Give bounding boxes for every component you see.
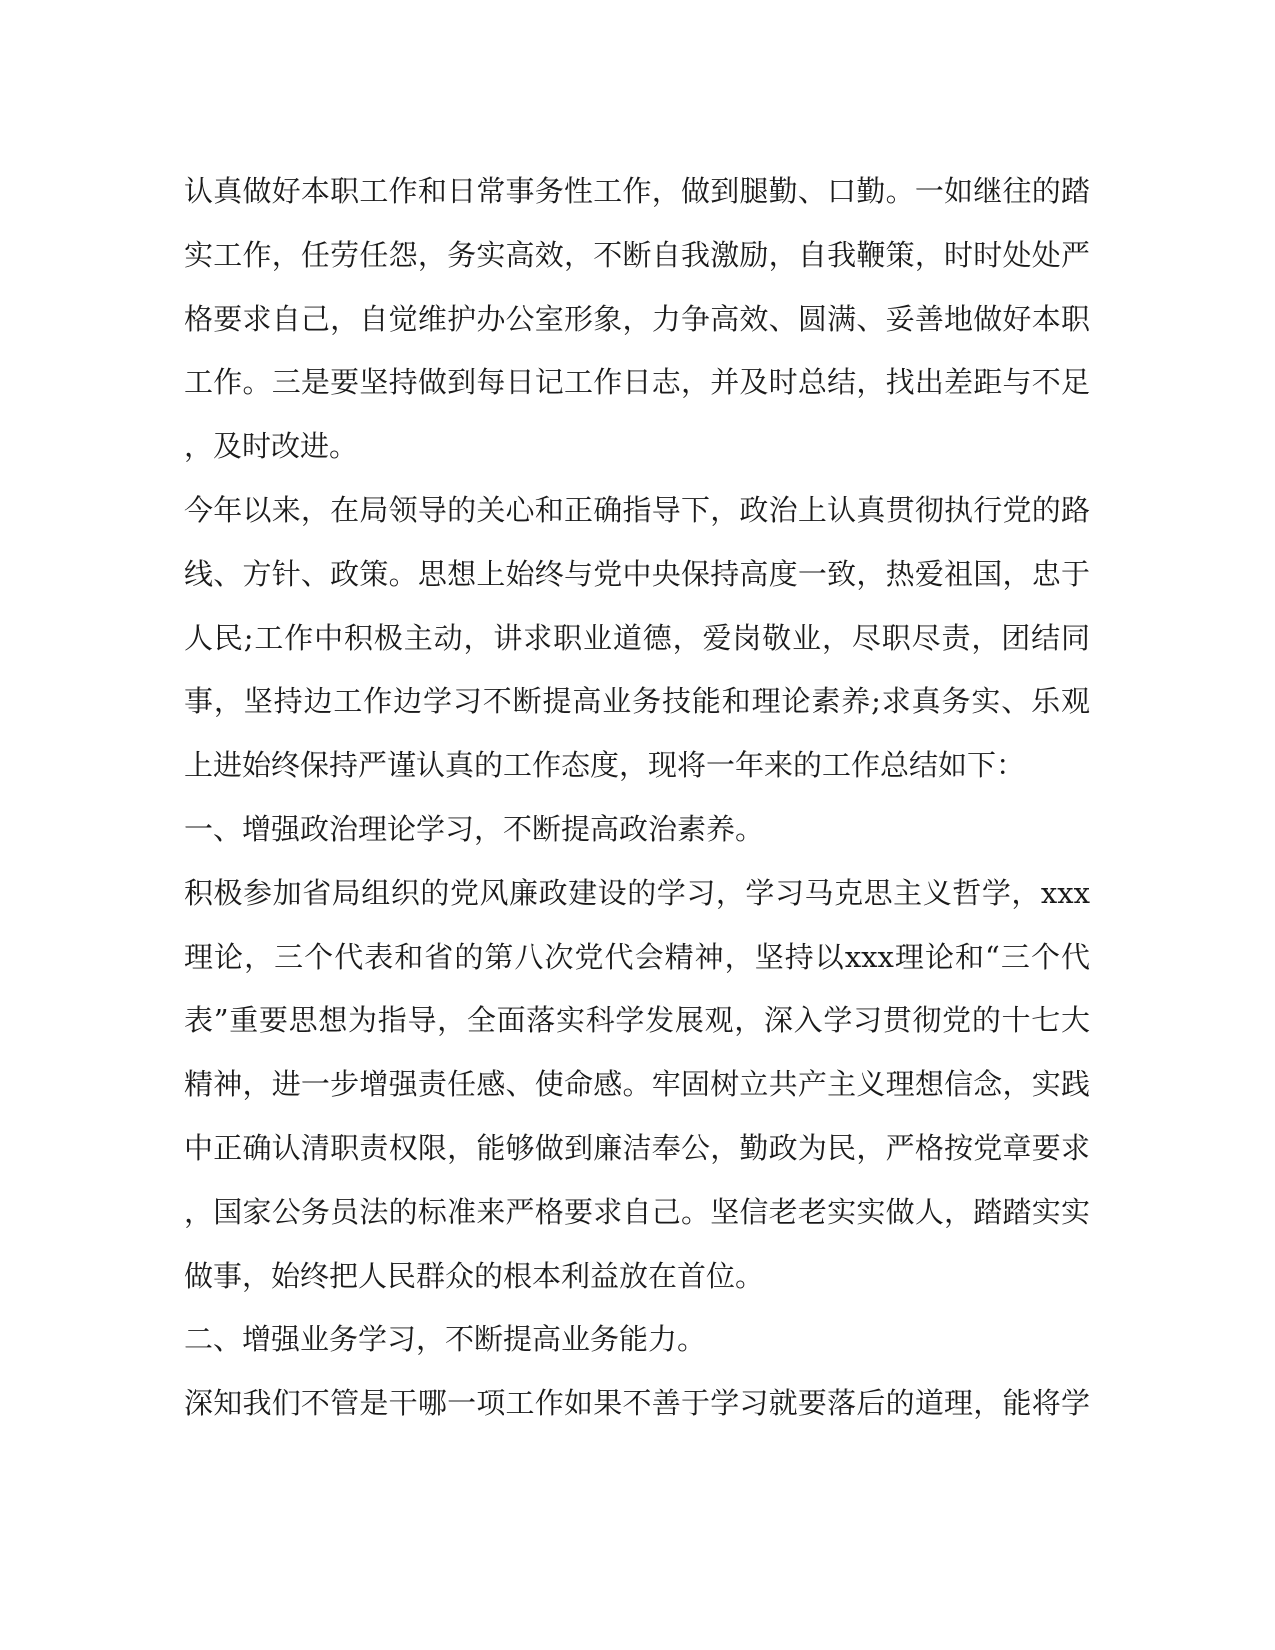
text-line: 二、增强业务学习，不断提高业务能力。	[184, 1322, 707, 1357]
text-line: 精神，进一步增强责任感、使命感。牢固树立共产主义理想信念，实践	[184, 1067, 1090, 1102]
text-line: ，国家公务员法的标准来严格要求自己。坚信老老实实做人，踏踏实实	[184, 1194, 1090, 1229]
text-line: 中正确认清职责权限，能够做到廉洁奉公，勤政为民，严格按党章要求	[184, 1130, 1090, 1165]
text-line: 线、方针、政策。思想上始终与党中央保持高度一致，热爱祖国，忠于	[184, 556, 1090, 591]
document-body	[184, 160, 1090, 1436]
text-line: 人民;工作中积极主动，讲求职业道德，爱岗敬业，尽职尽责，团结同	[184, 620, 1090, 655]
text-line: 今年以来，在局领导的关心和正确指导下，政治上认真贯彻执行党的路	[184, 492, 1090, 527]
text-line: 实工作，任劳任怨，务实高效，不断自我激励，自我鞭策，时时处处严	[184, 237, 1090, 272]
text-line: 做事，始终把人民群众的根本利益放在首位。	[184, 1258, 765, 1293]
text-line: 深知我们不管是干哪一项工作如果不善于学习就要落后的道理，能将学	[184, 1386, 1090, 1421]
text-line: 格要求自己，自觉维护办公室形象，力争高效、圆满、妥善地做好本职	[184, 301, 1090, 336]
text-line: ，及时改进。	[184, 429, 359, 464]
text-line: 认真做好本职工作和日常事务性工作，做到腿勤、口勤。一如继往的踏	[184, 174, 1090, 208]
text-line: 积极参加省局组织的党风廉政建设的学习，学习马克思主义哲学，xxx	[184, 875, 1090, 910]
text-line: 工作。三是要坚持做到每日记工作日志，并及时总结，找出差距与不足	[184, 365, 1090, 400]
text-line: 一、增强政治理论学习，不断提高政治素养。	[184, 811, 765, 846]
text-line: 表”重要思想为指导，全面落实科学发展观，深入学习贯彻党的十七大	[184, 1003, 1090, 1038]
text-line: 事，坚持边工作边学习不断提高业务技能和理论素养;求真务实、乐观	[184, 684, 1090, 719]
text-line: 上进始终保持严谨认真的工作态度，现将一年来的工作总结如下：	[184, 748, 1026, 783]
text-line: 理论，三个代表和省的第八次党代会精神，坚持以xxx理论和“三个代	[184, 939, 1090, 974]
